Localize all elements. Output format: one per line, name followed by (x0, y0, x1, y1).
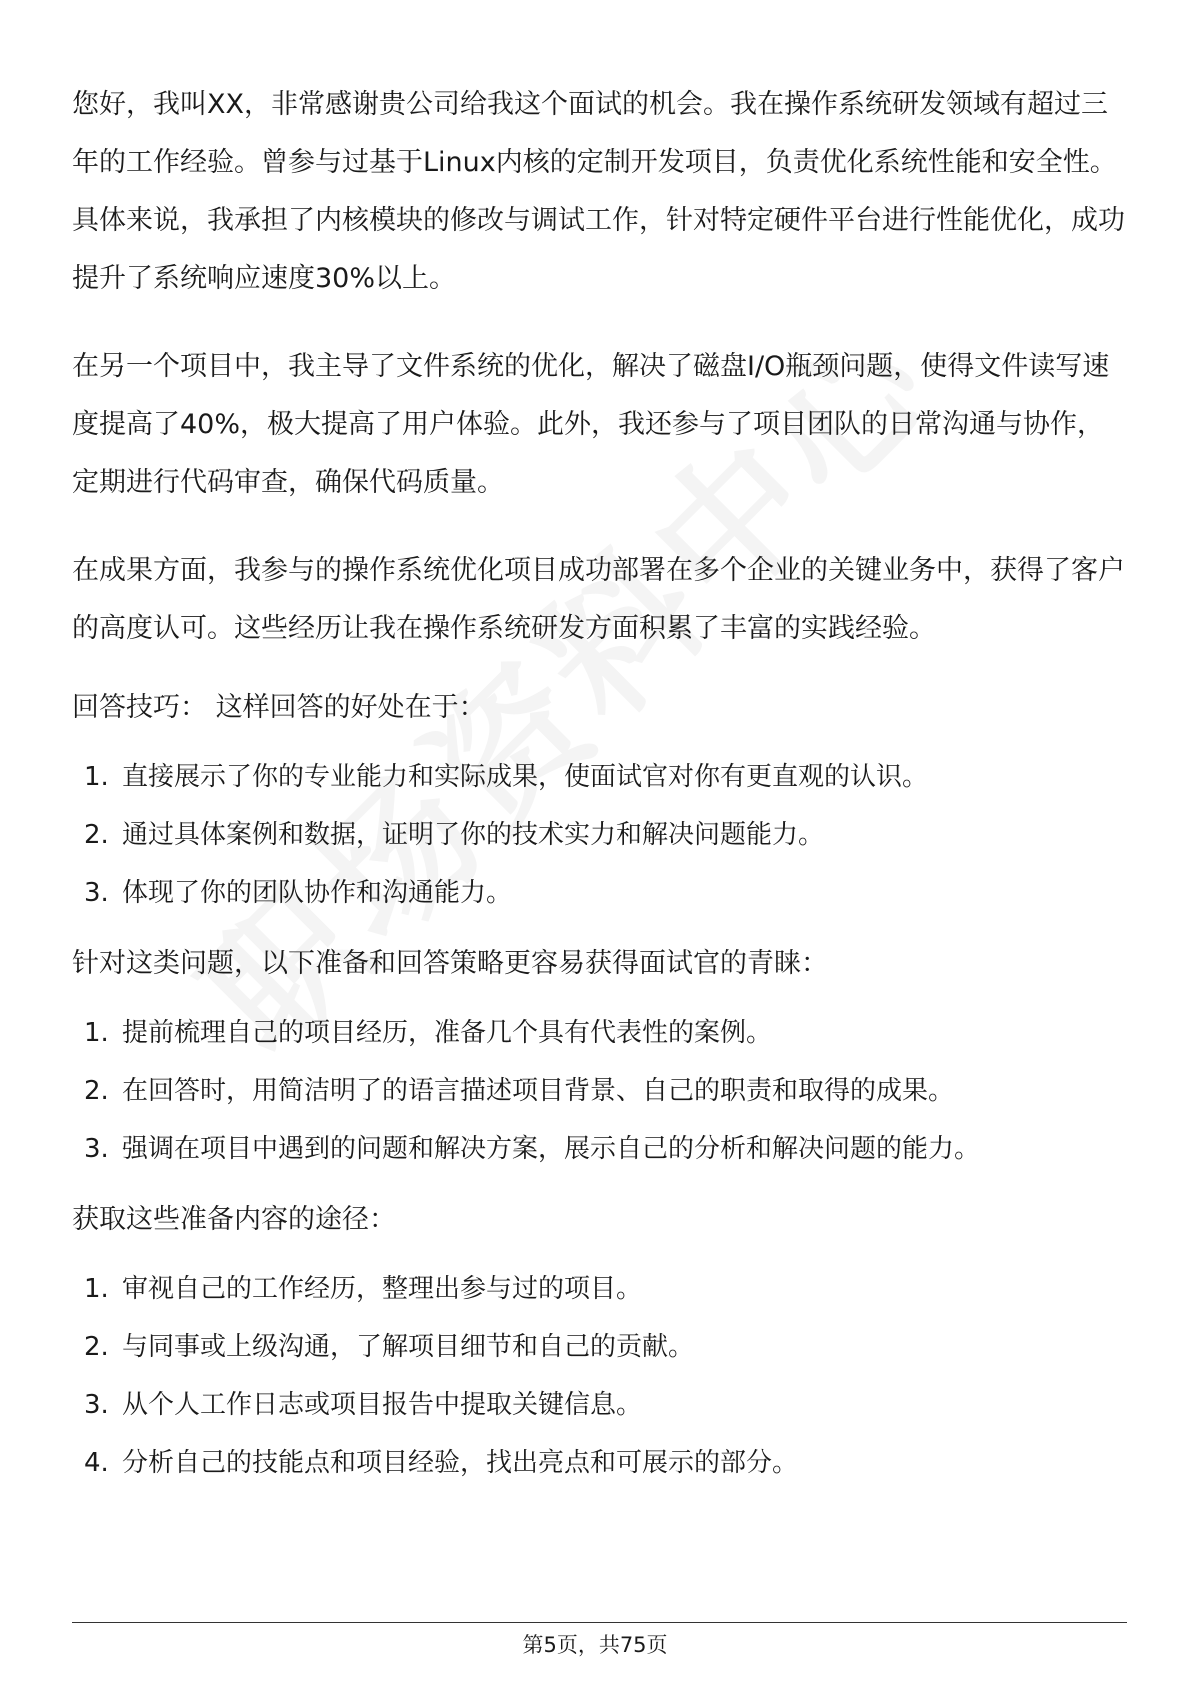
list-item-text: 直接展示了你的专业能力和实际成果，使面试官对你有更直观的认识。 (122, 762, 929, 792)
list-item-number: 3. (84, 1390, 109, 1420)
list-item (84, 1328, 1127, 1366)
list-item-number: 1. (84, 1274, 109, 1304)
list-item (84, 1444, 1127, 1482)
section-heading-answer-tips: 回答技巧： 这样回答的好处在于： (72, 692, 486, 723)
list-item (84, 758, 1127, 796)
list-item-text: 从个人工作日志或项目报告中提取关键信息。 (122, 1390, 643, 1420)
document-body (72, 76, 1127, 1514)
list-item (84, 1130, 1127, 1168)
list-item-text: 分析自己的技能点和项目经验，找出亮点和可展示的部分。 (122, 1448, 799, 1478)
list-item-text: 通过具体案例和数据，证明了你的技术实力和解决问题能力。 (122, 820, 825, 850)
section-heading-strategy: 针对这类问题，以下准备和回答策略更容易获得面试官的青睐： (72, 948, 828, 979)
list-item (84, 1072, 1127, 1110)
list-item-number: 2. (84, 1332, 109, 1362)
section-heading-sources: 获取这些准备内容的途径： (72, 1204, 396, 1235)
list-item-number: 2. (84, 820, 109, 850)
list-item-number: 3. (84, 1134, 109, 1164)
list-item-text: 审视自己的工作经历，整理出参与过的项目。 (122, 1274, 643, 1304)
project-paragraph: 在另一个项目中，我主导了文件系统的优化，解决了磁盘I/O瓶颈问题，使得文件读写速度提高了40%，极大提高了用户体验。此外，我还参与了项目团队的日常沟通与协作，定期进行代码审查，确保代码质量。 (72, 351, 1110, 498)
strategy-list (72, 1014, 1127, 1168)
list-item-number: 2. (84, 1076, 109, 1106)
list-item-text: 体现了你的团队协作和沟通能力。 (122, 878, 513, 908)
list-item-text: 提前梳理自己的项目经历，准备几个具有代表性的案例。 (122, 1018, 773, 1048)
list-item (84, 1014, 1127, 1052)
list-item (84, 816, 1127, 854)
list-item-number: 1. (84, 1018, 109, 1048)
intro-paragraph: 您好，我叫XX，非常感谢贵公司给我这个面试的机会。我在操作系统研发领域有超过三年的工作经验。曾参与过基于Linux内核的定制开发项目，负责优化系统性能和安全性。具体来说，我承担了内核模块的修改与调试工作，针对特定硬件平台进行性能优化，成功提升了系统响应速度30%以上。 (72, 89, 1125, 294)
list-item (84, 1270, 1127, 1308)
list-item (84, 874, 1127, 912)
list-item-number: 3. (84, 878, 109, 908)
page-number: 第5页，共75页 (522, 1633, 668, 1657)
list-item-number: 1. (84, 762, 109, 792)
results-paragraph: 在成果方面，我参与的操作系统优化项目成功部署在多个企业的关键业务中，获得了客户的高度认可。这些经历让我在操作系统研发方面积累了丰富的实践经验。 (72, 555, 1125, 644)
list-item-text: 与同事或上级沟通，了解项目细节和自己的贡献。 (122, 1332, 695, 1362)
list-item-text: 强调在项目中遇到的问题和解决方案，展示自己的分析和解决问题的能力。 (122, 1134, 981, 1164)
list-item-number: 4. (84, 1448, 109, 1478)
answer-tips-list (72, 758, 1127, 912)
list-item (84, 1386, 1127, 1424)
sources-list (72, 1270, 1127, 1482)
footer-divider (72, 1622, 1127, 1623)
list-item-text: 在回答时，用简洁明了的语言描述项目背景、自己的职责和取得的成果。 (122, 1076, 955, 1106)
